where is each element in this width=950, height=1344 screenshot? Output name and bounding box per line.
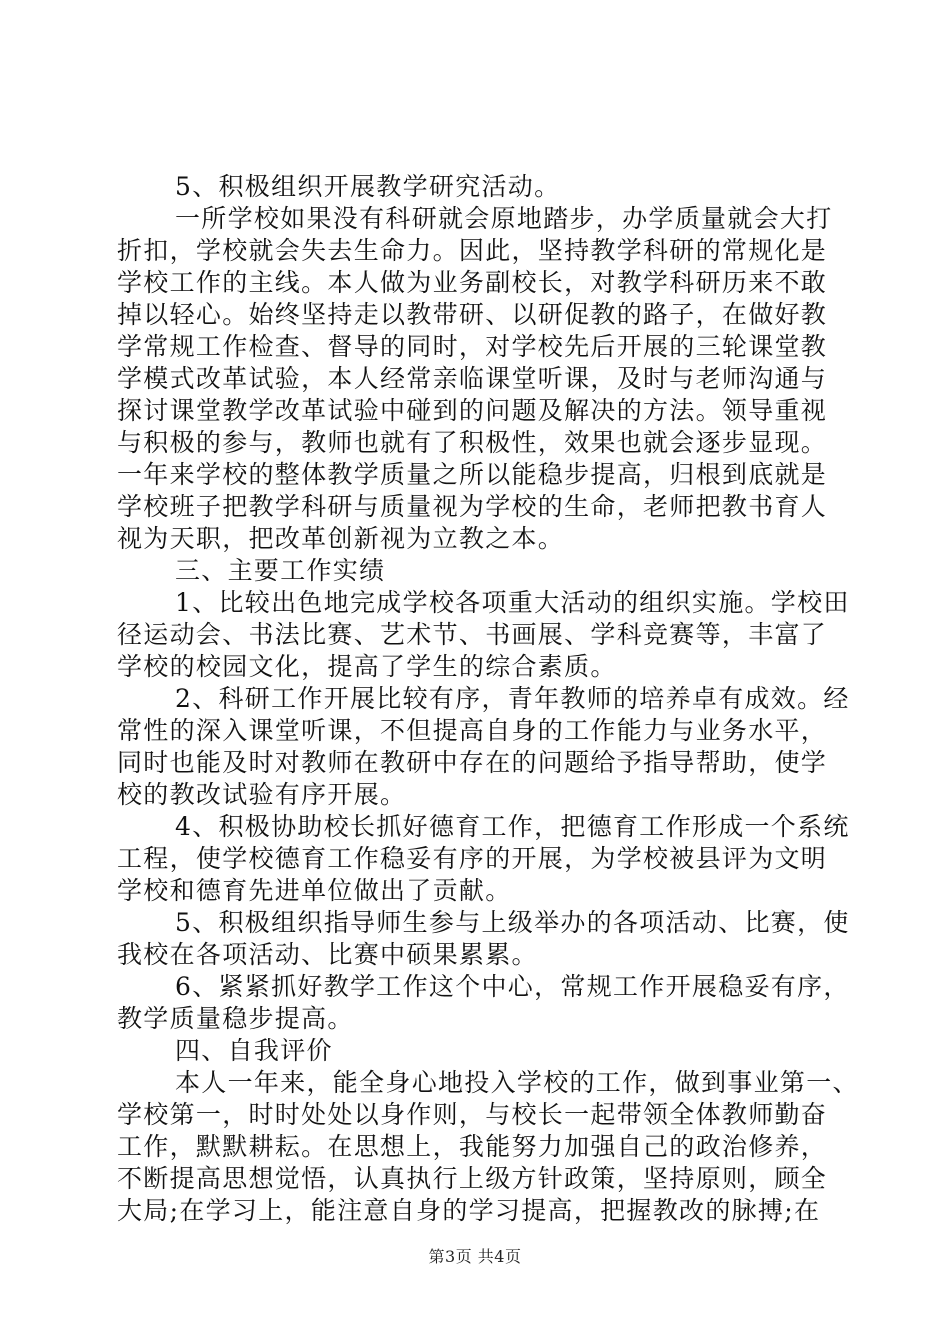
text-line: 学模式改革试验，本人经常亲临课堂听课，及时与老师沟通与 [117,364,828,393]
text-line: 径运动会、书法比赛、艺术节、书画展、学科竞赛等，丰富了 [117,620,828,649]
text-line: 学校班子把教学科研与质量视为学校的生命，老师把教书育人 [117,492,828,521]
text-line: 学校的校园文化，提高了学生的综合素质。 [117,652,617,681]
text-line: 同时也能及时对教师在教研中存在的问题给予指导帮助，使学 [117,748,828,777]
text-line: 常性的深入课堂听课，不但提高自身的工作能力与业务水平， [117,716,828,745]
text-line: 与积极的参与，教师也就有了积极性，效果也就会逐步显现。 [117,428,828,457]
text-line: 6、紧紧抓好教学工作这个中心，常规工作开展稳妥有序， [175,972,850,1001]
text-line: 视为天职，把改革创新视为立教之本。 [117,524,565,553]
text-line: 本人一年来，能全身心地投入学校的工作，做到事业第一、 [175,1068,859,1097]
text-line: 工作，默默耕耘。在思想上，我能努力加强自己的政治修养， [117,1132,828,1161]
text-line: 我校在各项活动、比赛中硕果累累。 [117,940,538,969]
text-line: 工程，使学校德育工作稳妥有序的开展，为学校被县评为文明 [117,844,828,873]
text-line: 2、科研工作开展比较有序，青年教师的培养卓有成效。经 [175,684,850,713]
text-line: 5、积极组织开展教学研究活动。 [175,172,561,201]
text-line: 三、主要工作实绩 [175,556,386,585]
text-line: 学校和德育先进单位做出了贡献。 [117,876,512,905]
text-line: 不断提高思想觉悟，认真执行上级方针政策，坚持原则，顾全 [117,1164,828,1193]
text-line: 掉以轻心。始终坚持走以教带研、以研促教的路子，在做好教 [117,300,828,329]
text-line: 4、积极协助校长抓好德育工作，把德育工作形成一个系统 [175,812,850,841]
text-line: 折扣，学校就会失去生命力。因此，坚持教学科研的常规化是 [117,236,828,265]
text-line: 学校工作的主线。本人做为业务副校长，对教学科研历来不敢 [117,268,828,297]
text-line: 5、积极组织指导师生参与上级举办的各项活动、比赛，使 [175,908,850,937]
text-line: 探讨课堂教学改革试验中碰到的问题及解决的方法。领导重视 [117,396,828,425]
page-footer: 第3页 共4页 [428,1247,522,1266]
text-line: 学校第一，时时处处以身作则，与校长一起带领全体教师勤奋 [117,1100,828,1129]
text-line: 一年来学校的整体教学质量之所以能稳步提高，归根到底就是 [117,460,828,489]
text-line: 大局;在学习上，能注意自身的学习提高，把握教改的脉搏;在 [117,1196,821,1225]
text-line: 一所学校如果没有科研就会原地踏步，办学质量就会大打 [175,204,833,233]
text-line: 四、自我评价 [175,1036,333,1065]
document-body [117,171,859,1227]
text-line: 校的教改试验有序开展。 [117,780,407,809]
text-line: 学常规工作检查、督导的同时，对学校先后开展的三轮课堂教 [117,332,828,361]
text-line: 1、比较出色地完成学校各项重大活动的组织实施。学校田 [175,588,850,617]
text-line: 教学质量稳步提高。 [117,1004,354,1033]
